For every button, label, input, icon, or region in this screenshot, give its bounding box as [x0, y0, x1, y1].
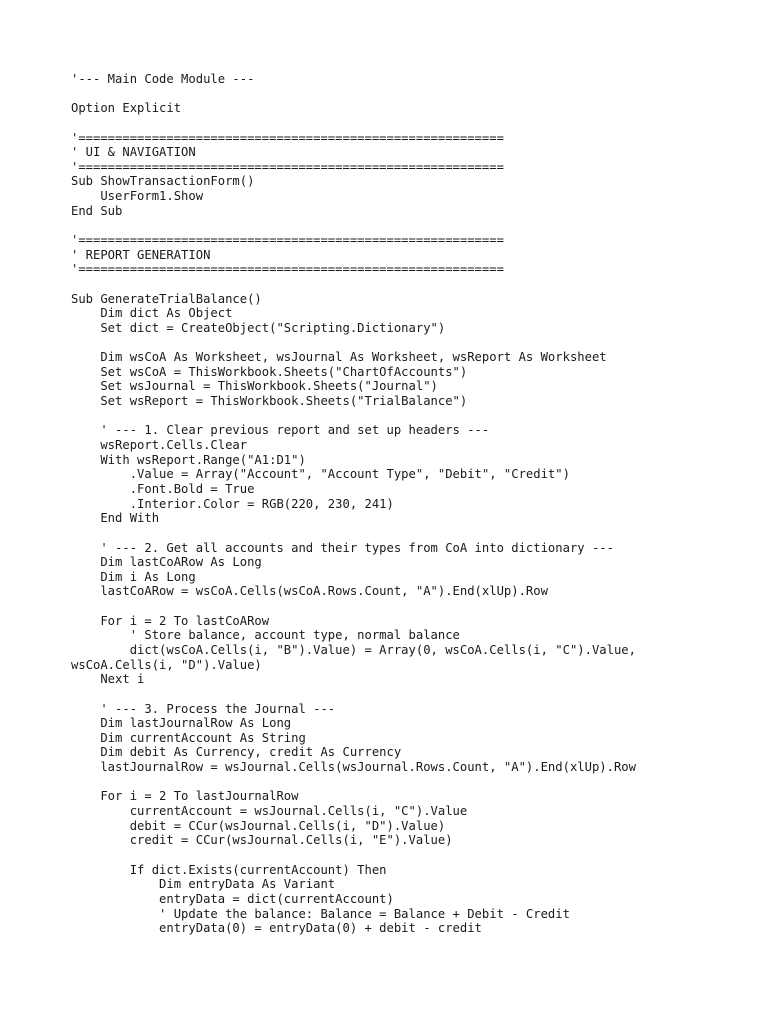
- code-line: Dim wsCoA As Worksheet, wsJournal As Worksheet, wsReport As Worksheet: [71, 350, 607, 365]
- code-line: Set dict = CreateObject("Scripting.Dictionary"): [71, 320, 446, 335]
- code-document: [71, 72, 761, 936]
- code-line: Dim debit As Currency, credit As Currency: [71, 745, 402, 760]
- code-line: If dict.Exists(currentAccount) Then: [71, 862, 387, 877]
- code-line: Dim currentAccount As String: [71, 730, 306, 745]
- code-line: For i = 2 To lastJournalRow: [71, 789, 299, 804]
- code-line: Sub ShowTransactionForm(): [71, 174, 255, 189]
- code-line: [71, 87, 761, 102]
- code-line: End Sub: [71, 203, 123, 218]
- code-line: '==========================================================: [71, 262, 504, 277]
- code-line: End With: [71, 511, 160, 526]
- code-line: [71, 526, 761, 541]
- code-line: Set wsReport = ThisWorkbook.Sheets("TrialBalance"): [71, 394, 468, 409]
- code-line: Dim entryData As Variant: [71, 877, 336, 892]
- code-line: wsReport.Cells.Clear: [71, 438, 248, 453]
- code-line: Dim dict As Object: [71, 306, 233, 321]
- code-line: [71, 848, 761, 863]
- code-line: For i = 2 To lastCoARow: [71, 613, 270, 628]
- code-line: .Interior.Color = RGB(220, 230, 241): [71, 496, 394, 511]
- code-line: [71, 116, 761, 131]
- code-line: '==========================================================: [71, 159, 504, 174]
- code-line: [71, 599, 761, 614]
- code-line: ' UI & NAVIGATION: [71, 145, 196, 160]
- code-line: Next i: [71, 672, 145, 687]
- code-line: UserForm1.Show: [71, 189, 204, 204]
- code-line: wsCoA.Cells(i, "D").Value): [71, 657, 262, 672]
- code-line: Dim lastCoARow As Long: [71, 555, 262, 570]
- code-line: .Font.Bold = True: [71, 481, 255, 496]
- code-line: credit = CCur(wsJournal.Cells(i, "E").Value): [71, 833, 453, 848]
- code-line: [71, 687, 761, 702]
- code-line: lastCoARow = wsCoA.Cells(wsCoA.Rows.Count, "A").End(xlUp).Row: [71, 584, 548, 599]
- code-line: lastJournalRow = wsJournal.Cells(wsJournal.Rows.Count, "A").End(xlUp).Row: [71, 760, 636, 775]
- code-line: [71, 775, 761, 790]
- code-line: Set wsCoA = ThisWorkbook.Sheets("ChartOfAccounts"): [71, 364, 468, 379]
- code-line: [71, 336, 761, 351]
- code-line: .Value = Array("Account", "Account Type", "Debit", "Credit"): [71, 467, 570, 482]
- code-line: ' Store balance, account type, normal balance: [71, 628, 460, 643]
- code-line: [71, 409, 761, 424]
- code-line: entryData(0) = entryData(0) + debit - credit: [71, 921, 482, 936]
- code-line: With wsReport.Range("A1:D1"): [71, 452, 306, 467]
- code-line: Set wsJournal = ThisWorkbook.Sheets("Journal"): [71, 379, 438, 394]
- code-line: ' Update the balance: Balance = Balance + Debit - Credit: [71, 906, 570, 921]
- code-line: ' --- 3. Process the Journal ---: [71, 701, 336, 716]
- code-line: debit = CCur(wsJournal.Cells(i, "D").Value): [71, 818, 446, 833]
- code-line: entryData = dict(currentAccount): [71, 891, 394, 906]
- code-line: '--- Main Code Module ---: [71, 72, 255, 86]
- code-line: dict(wsCoA.Cells(i, "B").Value) = Array(0, wsCoA.Cells(i, "C").Value,: [71, 642, 636, 657]
- code-line: currentAccount = wsJournal.Cells(i, "C").Value: [71, 804, 468, 819]
- code-line: [71, 218, 761, 233]
- code-line: Sub GenerateTrialBalance(): [71, 291, 262, 306]
- code-line: Dim i As Long: [71, 569, 196, 584]
- code-line: ' REPORT GENERATION: [71, 247, 211, 262]
- code-line: '==========================================================: [71, 130, 504, 145]
- code-line: Option Explicit: [71, 101, 182, 116]
- code-line: Dim lastJournalRow As Long: [71, 716, 292, 731]
- code-line: ' --- 2. Get all accounts and their types from CoA into dictionary ---: [71, 540, 614, 555]
- code-line: ' --- 1. Clear previous report and set up headers ---: [71, 423, 490, 438]
- code-line: '==========================================================: [71, 233, 504, 248]
- code-line: [71, 277, 761, 292]
